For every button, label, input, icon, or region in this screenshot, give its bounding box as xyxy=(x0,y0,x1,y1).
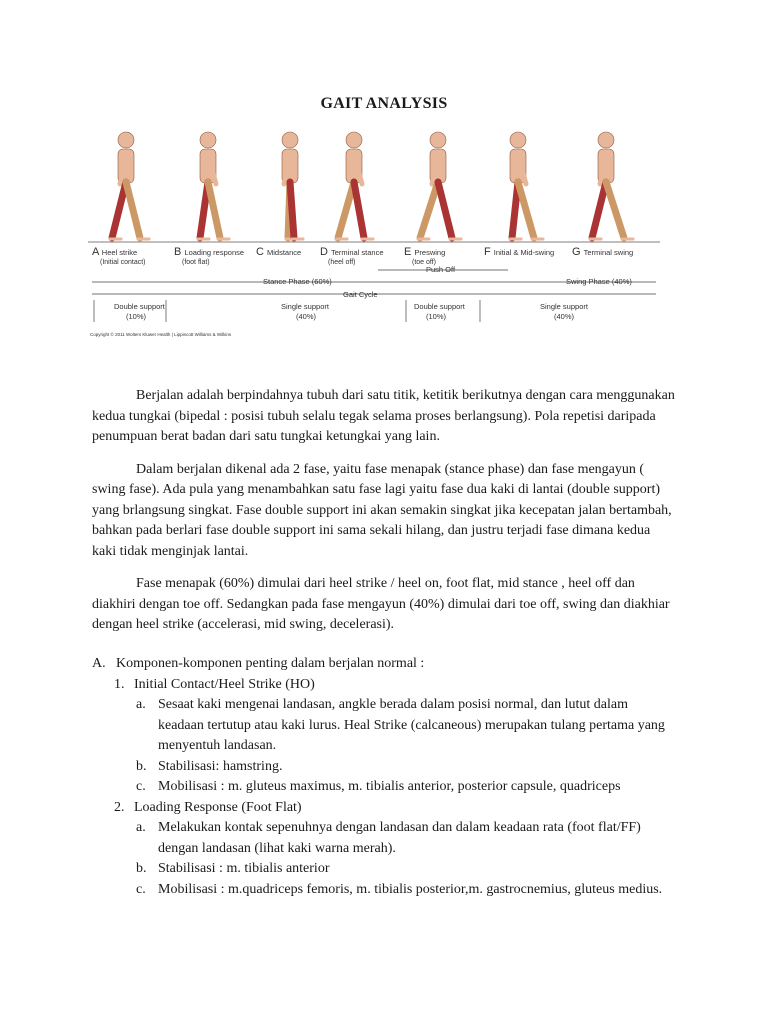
paragraph: Dalam berjalan dikenal ada 2 fase, yaitu fase menapak (stance phase) dan fase mengayun ( swing fase). Ada pula yang menambahkan satu fase lagi yaitu fase dua kaki di lantai (double support) yang brlangsung singkat. Fase double support ini akan semakin singkat jika kecepatan jalan bertambah, bahkan pada berlari fase double support ini sama sekali hilang, dan justru terjadi fase dimana kedua kaki tidak menginjak lantai. xyxy=(92,461,672,559)
section-text: Komponen-komponen penting dalam berjalan normal : xyxy=(116,656,425,671)
sub-item: c. Mobilisasi : m. gluteus maximus, m. tibialis anterior, posterior capsule, quadriceps xyxy=(136,779,621,794)
support-label: Single support xyxy=(540,302,588,311)
page-title: GAIT ANALYSIS xyxy=(320,95,448,112)
walking-figures xyxy=(110,132,633,239)
section-heading xyxy=(92,654,676,675)
phase-labels xyxy=(92,246,633,266)
phase-label: B Loading response xyxy=(174,246,245,258)
support-labels xyxy=(94,300,589,322)
section-label: A. xyxy=(92,656,106,671)
gait-cycle-label: Gait Cycle xyxy=(343,290,378,299)
phase-label: D Terminal stance xyxy=(320,246,384,258)
walking-figure xyxy=(418,132,461,239)
paragraph: Berjalan adalah berpindahnya tubuh dari satu titik, ketitik berikutnya dengan cara menggunakan kedua tungkai (bipedal : posisi tubuh selalu tegak selama proses berlangsung). Pola repetisi daripada penumpuan berat badan dari satu tungkai ketungkai yang lain. xyxy=(92,388,675,444)
gait-figure xyxy=(88,122,660,344)
walking-figure xyxy=(590,132,633,239)
phase-label: C Midstance xyxy=(256,246,302,258)
phase-sublabel: (toe off) xyxy=(412,259,436,266)
phase-sublabel: (heel off) xyxy=(328,259,356,266)
support-pct: (40%) xyxy=(554,312,575,321)
phase-label: G Terminal swing xyxy=(572,246,634,258)
walking-figure xyxy=(282,132,303,239)
walking-figure xyxy=(198,132,229,239)
copyright-text: Copyright © 2011 Wolters Kluwer Health | Lippincott Williams & Wilkins xyxy=(90,332,232,337)
support-label: Single support xyxy=(281,302,329,311)
components-list xyxy=(92,654,676,900)
walking-figure xyxy=(510,132,543,239)
paragraph: Fase menapak (60%) dimulai dari heel strike / heel on, foot flat, mid stance , heel off dan diakhiri dengan toe off. Sedangkan pada fase mengayun (40%) dimulai dari toe off, swing dan diakhiar dengan heel strike (accelerasi, mid swing, decelerasi). xyxy=(92,576,670,632)
sub-item: b. Stabilisasi : m. tibialis anterior xyxy=(136,861,330,876)
sub-item: a. Melakukan kontak sepenuhnya dengan landasan dan dalam keadaan rata (foot flat/FF) dengan landasan (lihat kaki warna merah). xyxy=(136,820,641,856)
phase-label: E Preswing xyxy=(404,246,446,258)
support-pct: (10%) xyxy=(126,312,147,321)
sub-item: c. Mobilisasi : m.quadriceps femoris, m. tibialis posterior,m. gastrocnemius, gluteus medius. xyxy=(136,881,663,897)
phase-label: F Initial & Mid-swing xyxy=(484,246,555,258)
list-item: 1. Initial Contact/Heel Strike (HO) xyxy=(114,676,315,692)
intro-paragraphs xyxy=(92,386,676,648)
sub-item: b. Stabilisasi: hamstring. xyxy=(136,758,283,774)
gait-illustration xyxy=(88,122,660,344)
swing-phase-label: Swing Phase (40%) xyxy=(566,277,632,286)
walking-figure xyxy=(110,132,149,239)
phase-sublabel: (Initial contact) xyxy=(100,259,146,266)
support-pct: (10%) xyxy=(426,312,447,321)
phase-label: A Heel strike xyxy=(92,246,138,258)
list-item: 2. Loading Response (Foot Flat) xyxy=(114,799,302,815)
phase-sublabel: (foot flat) xyxy=(182,259,210,266)
support-pct: (40%) xyxy=(296,312,317,321)
stance-phase-label: Stance Phase (60%) xyxy=(263,277,332,286)
walking-figure xyxy=(336,132,373,239)
support-label: Double support xyxy=(414,302,465,311)
support-label: Double support xyxy=(114,302,165,311)
push-off-label: Push Off xyxy=(426,265,456,274)
sub-item: a. Sesaat kaki mengenai landasan, angkle berada dalam posisi normal, dan lutut dalam keadaan tertutup atau kaki lurus. Heal Strike (calcaneous) merupakan tulang pertama yang menyentuh landasan. xyxy=(136,697,665,753)
